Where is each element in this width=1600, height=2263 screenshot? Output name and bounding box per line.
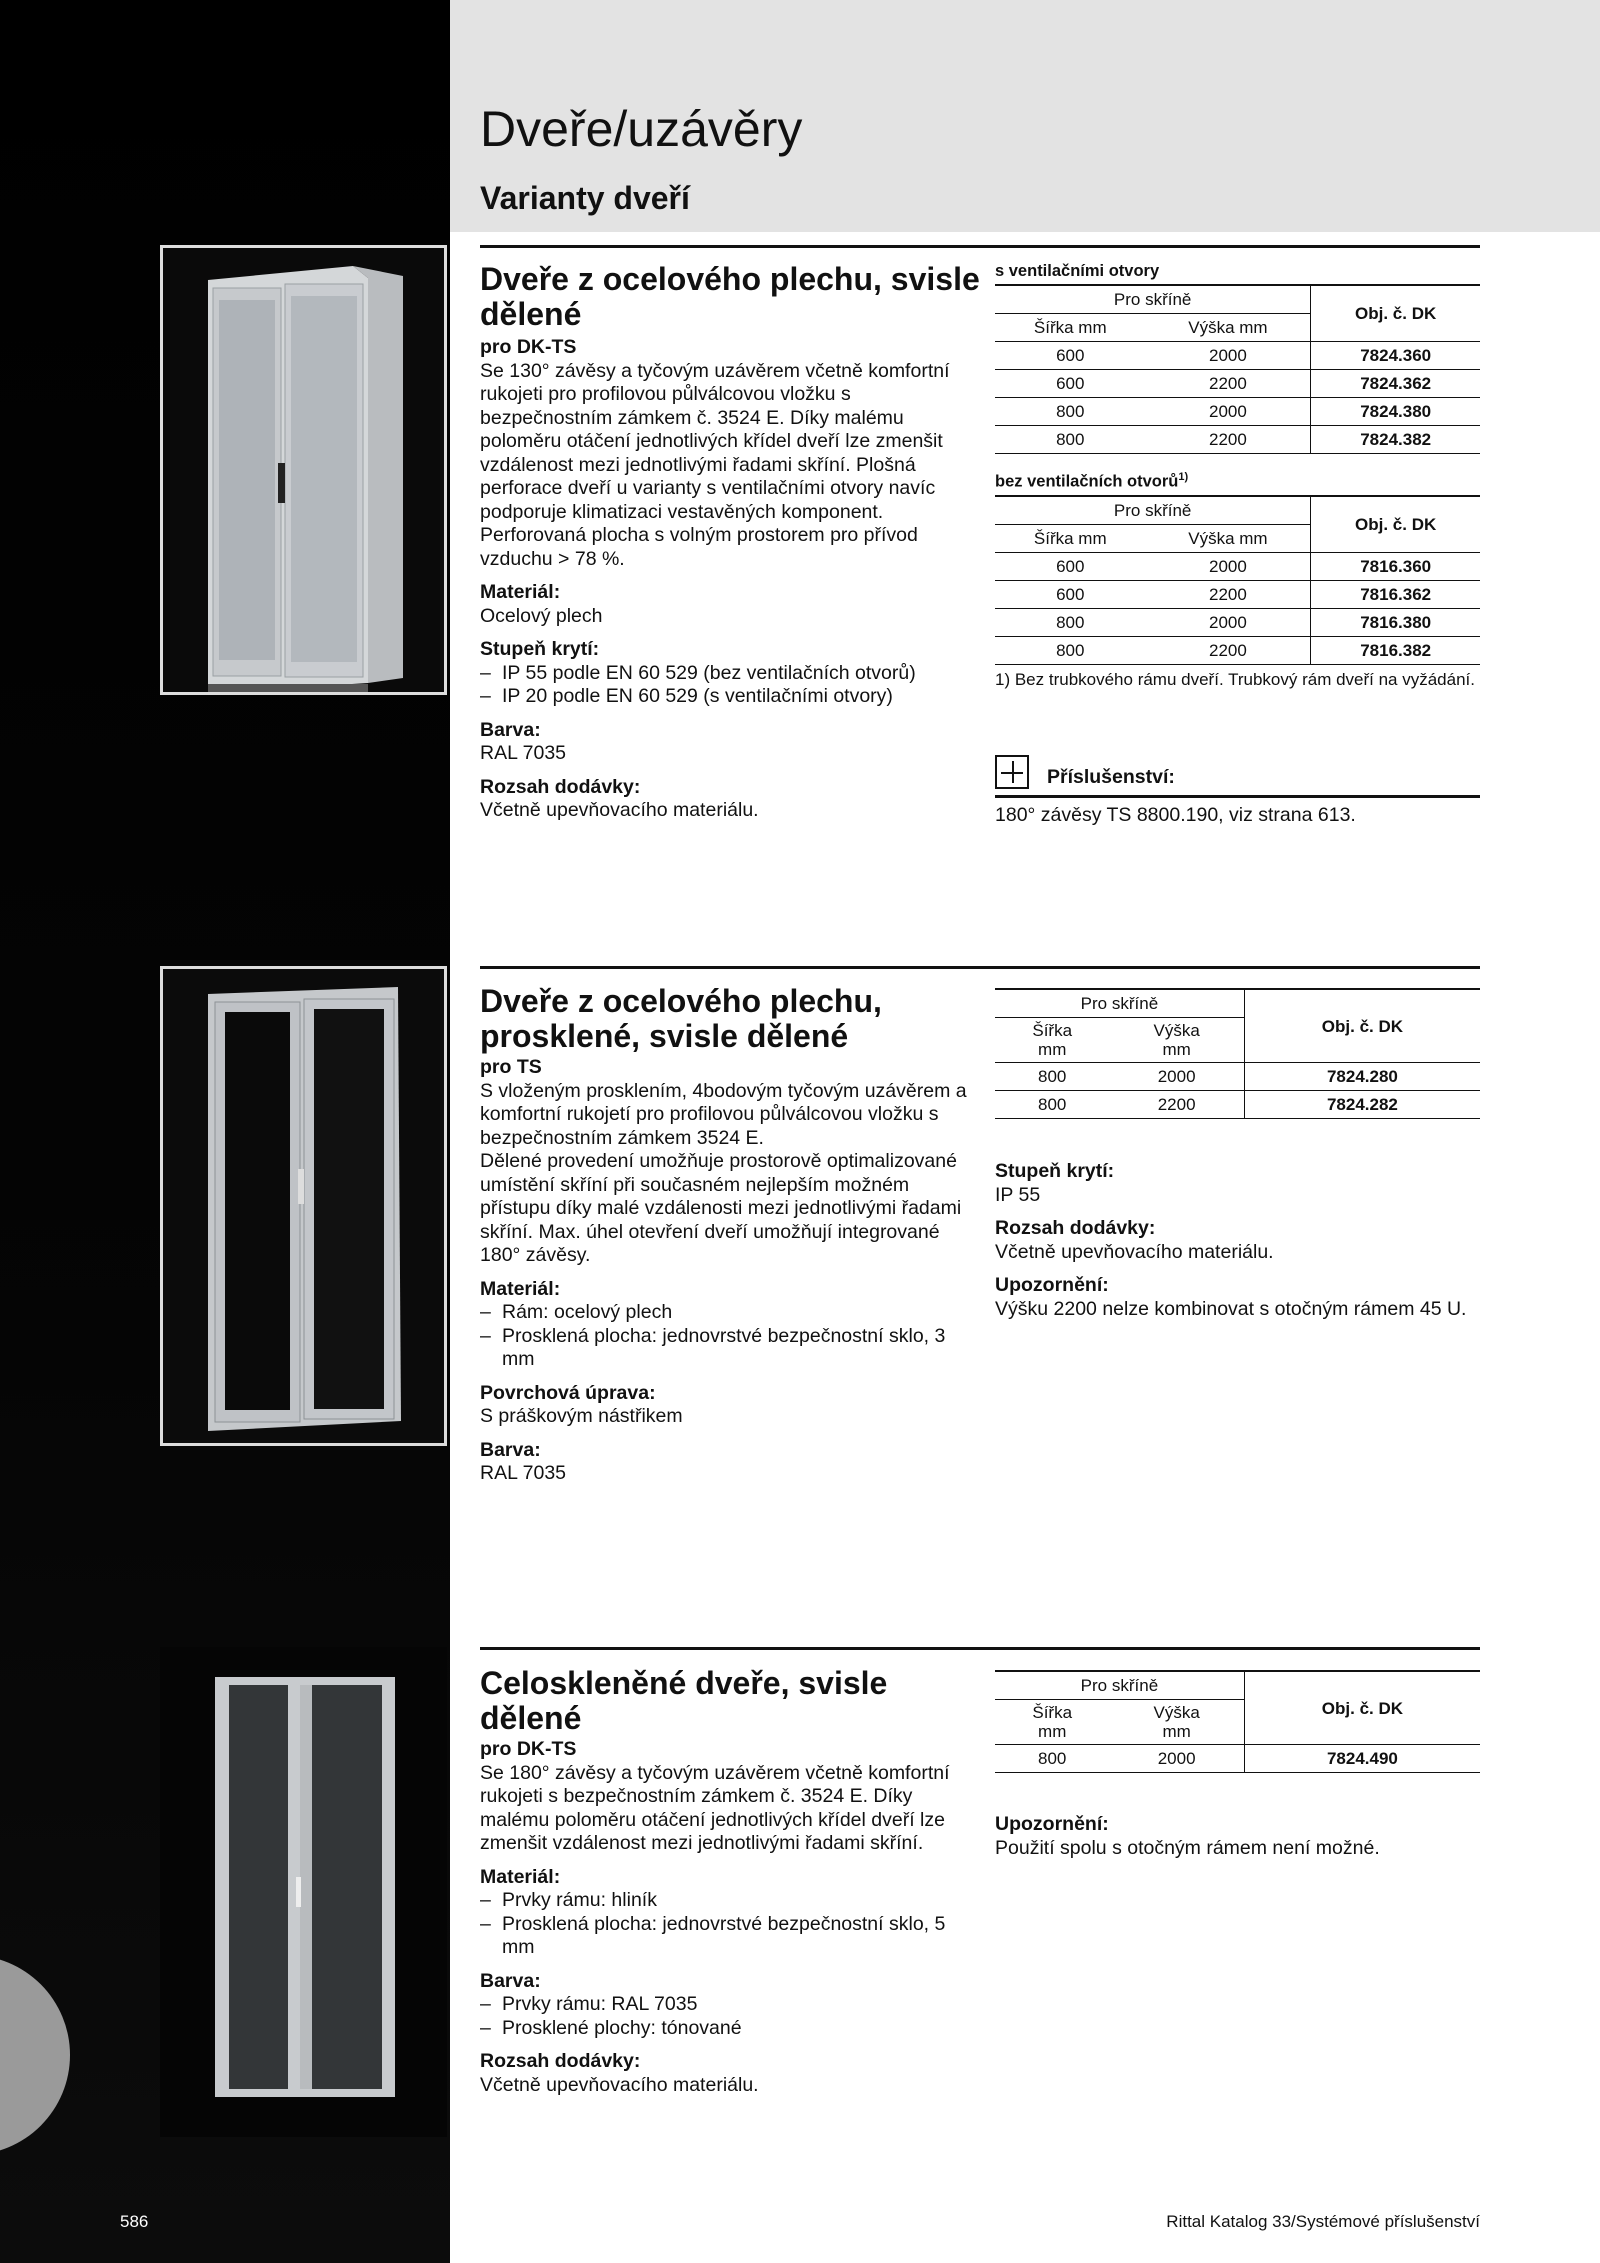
accessories-header [995, 755, 1480, 798]
accessories-text: 180° závěsy TS 8800.190, viz strana 613. [995, 804, 1356, 826]
table-group-header: Pro skříně [995, 496, 1311, 525]
plus-icon [995, 755, 1029, 789]
section3-text [480, 1738, 970, 2097]
section3-title: Celoskleněné dveře, svisle dělené [480, 1665, 888, 1736]
perforated-door-illustration [163, 248, 444, 692]
section1-for: pro DK-TS [480, 336, 577, 358]
section3-material-list [480, 1889, 970, 1960]
glazed-door-illustration [163, 969, 444, 1443]
section1-title: Dveře z ocelového plechu, svisle dělené [480, 261, 980, 332]
accessories-box [995, 755, 1480, 828]
section3-right-text [995, 1813, 1480, 1860]
section1-description: Se 130° závěsy a tyčovým uzávěrem včetně komfortní rukojeti pro profilovou půlválcovou vložku s bezpečnostním zámkem č. 3524 E. Díky malému poloměru otáčení jednotlivých křídel dveří lze zmenšit vzdálenost mezi jednotlivými řadami skříní. Plošná perforace dveří u varianty s ventilačními otvory navíc podporuje klimatizaci vestavěných komponent. Perforovaná plocha s volným prostorem pro přívod vzduchu > 78 %. [480, 359, 950, 570]
section3-scope-heading: Rozsah dodávky: [480, 2050, 641, 2072]
table-row: 800 2200 7816.382 [995, 636, 1480, 664]
table-height-header: Výška mm [1146, 314, 1311, 342]
product-image-perforated-doors [160, 245, 447, 695]
section2-protection-heading: Stupeň krytí: [995, 1160, 1115, 1182]
table-width-header: Šířka mm [995, 1700, 1109, 1745]
footnote: 1) Bez trubkového rámu dveří. Trubkový rám dveří na vyžádání. [995, 669, 1475, 689]
page-number: 586 [120, 2212, 149, 2231]
table-row: 800 2000 7824.490 [995, 1745, 1480, 1773]
table-caption [995, 471, 1480, 492]
section1-table-vented [995, 262, 1480, 454]
section2-color: RAL 7035 [480, 1462, 567, 1484]
full-glass-door-illustration [160, 1647, 447, 2137]
list-item: – Prosklená plocha: jednovrstvé bezpečnostní sklo, 3 mm [480, 1325, 970, 1372]
section2-material-heading: Materiál: [480, 1277, 561, 1300]
catalog-reference: Rittal Katalog 33/Systémové příslušenství [1166, 2212, 1480, 2231]
list-item: – Prosklená plocha: jednovrstvé bezpečnostní sklo, 5 mm [480, 1913, 970, 1960]
section2-note: Výšku 2200 nelze kombinovat s otočným rámem 45 U. [995, 1297, 1467, 1320]
section2-for: pro TS [480, 1056, 542, 1078]
section3-note-heading: Upozornění: [995, 1813, 1109, 1835]
section1-color-heading: Barva: [480, 718, 541, 741]
section3-note: Použití spolu s otočným rámem není možné. [995, 1836, 1380, 1859]
table-code-header: Obj. č. DK [1244, 1671, 1480, 1745]
table-row: 800 2000 7816.380 [995, 608, 1480, 636]
table-row: 600 2000 7824.360 [995, 342, 1480, 370]
section2-scope: Včetně upevňovacího materiálu. [995, 1240, 1274, 1263]
section3-description: Se 180° závěsy a tyčovým uzávěrem včetně komfortní rukojeti s bezpečnostním zámkem č. 3524 E. Díky malému poloměru otáčení jednotlivých křídel dveří lze zmenšit vzdálenost mezi jednotlivými řadami skříní. [480, 1761, 950, 1854]
section1-text [480, 336, 970, 823]
section-rule [480, 1647, 1480, 1650]
section3-material-heading: Materiál: [480, 1865, 561, 1888]
section3-color-heading: Barva: [480, 1969, 541, 1992]
section1-material-heading: Materiál: [480, 581, 561, 603]
order-table [995, 284, 1480, 454]
section1-material: Ocelový plech [480, 604, 603, 627]
list-item: – Prvky rámu: hliník [480, 1889, 970, 1913]
section2-surface-heading: Povrchová úprava: [480, 1381, 656, 1404]
section2-note-heading: Upozornění: [995, 1274, 1109, 1296]
section-rule [480, 245, 1480, 248]
footnote-mark: 1) [1178, 471, 1189, 483]
section1-scope-heading: Rozsah dodávky: [480, 775, 641, 798]
product-image-full-glass-doors [160, 1647, 447, 2137]
table-width-header: Šířka mm [995, 1018, 1109, 1063]
section2-table [995, 988, 1480, 1119]
table-group-header: Pro skříně [995, 1671, 1244, 1700]
table-row: 600 2200 7824.362 [995, 370, 1480, 398]
section2-material-list [480, 1301, 970, 1372]
section2-title: Dveře z ocelového plechu, prosklené, svisle dělené [480, 983, 882, 1054]
table-width-header: Šířka mm [995, 314, 1146, 342]
table-row: 800 2000 7824.280 [995, 1063, 1480, 1091]
order-table [995, 988, 1480, 1119]
section3-for: pro DK-TS [480, 1738, 577, 1760]
table-height-header: Výška mm [1109, 1700, 1244, 1745]
table-row: 800 2000 7824.380 [995, 398, 1480, 426]
section2-right-text [995, 1160, 1480, 1321]
table-row: 600 2000 7816.360 [995, 552, 1480, 580]
order-table [995, 495, 1480, 665]
order-table [995, 1670, 1480, 1773]
page-title: Dveře/uzávěry [480, 101, 803, 157]
section3-scope: Včetně upevňovacího materiálu. [480, 2073, 759, 2096]
table-caption: s ventilačními otvory [995, 262, 1160, 280]
table-caption-text: bez ventilačních otvorů [995, 472, 1179, 491]
list-item: – IP 55 podle EN 60 529 (bez ventilačních otvorů) [480, 662, 970, 686]
table-group-header: Pro skříně [995, 285, 1311, 314]
product-image-glazed-doors [160, 966, 447, 1446]
section2-color-heading: Barva: [480, 1438, 541, 1461]
section2-description: S vloženým prosklením, 4bodovým tyčovým uzávěrem a komfortní rukojetí pro profilovou půlválcovou vložku s bezpečnostním zámkem 3524 E. [480, 1079, 967, 1149]
table-group-header: Pro skříně [995, 989, 1244, 1018]
table-row: 800 2200 7824.282 [995, 1091, 1480, 1119]
table-row: 800 2200 7824.382 [995, 426, 1480, 454]
section1-scope: Včetně upevňovacího materiálu. [480, 799, 759, 821]
table-row: 600 2200 7816.362 [995, 580, 1480, 608]
section2-surface: S práškovým nástřikem [480, 1405, 683, 1427]
table-height-header: Výška mm [1146, 524, 1311, 552]
section2-protection: IP 55 [995, 1183, 1041, 1206]
table-height-header: Výška mm [1109, 1018, 1244, 1063]
list-item: – Prosklené plochy: tónované [480, 2017, 970, 2041]
list-item: – IP 20 podle EN 60 529 (s ventilačními otvory) [480, 685, 970, 709]
section3-table [995, 1670, 1480, 1773]
section1-table-unvented [995, 471, 1480, 690]
table-code-header: Obj. č. DK [1311, 496, 1480, 553]
table-width-header: Šířka mm [995, 524, 1146, 552]
list-item: – Prvky rámu: RAL 7035 [480, 1993, 970, 2017]
section1-color: RAL 7035 [480, 742, 567, 764]
page-subtitle: Varianty dveří [480, 180, 690, 216]
section2-description2: Dělené provedení umožňuje prostorově optimalizované umístění skříní při současném nejlepším možném přístupu díky malé vzdálenosti mezi jednotlivými řadami skříní. Max. úhel otevření dveří umožňují integrované 180° závěsy. [480, 1150, 962, 1266]
accessories-label: Příslušenství: [1047, 766, 1175, 788]
list-item: – Rám: ocelový plech [480, 1301, 970, 1325]
section-rule [480, 966, 1480, 969]
section2-scope-heading: Rozsah dodávky: [995, 1217, 1156, 1239]
section1-protection-list [480, 662, 970, 709]
table-code-header: Obj. č. DK [1311, 285, 1480, 342]
section2-text [480, 1056, 970, 1486]
section1-protection-heading: Stupeň krytí: [480, 638, 600, 660]
table-code-header: Obj. č. DK [1244, 989, 1480, 1063]
section3-color-list [480, 1993, 970, 2040]
